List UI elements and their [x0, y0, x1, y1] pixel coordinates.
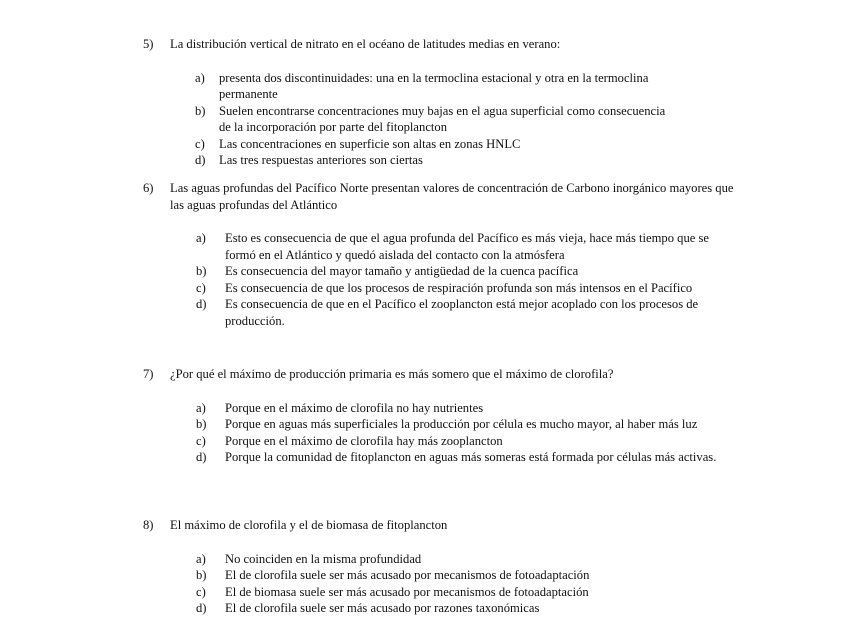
question-number: 6) [143, 181, 154, 195]
option-b [196, 416, 743, 433]
option-letter: c) [196, 433, 206, 448]
option-b [196, 567, 743, 584]
option-letter: a) [196, 400, 206, 415]
option-a [196, 400, 743, 417]
question-6 [143, 180, 743, 329]
option-c [195, 136, 743, 153]
option-text: Las concentraciones en superficie son altas en zonas HNLC [219, 136, 521, 151]
option-text: presenta dos discontinuidades: una en la termoclina estacional y otra en la termoclina permanente [219, 70, 649, 101]
option-letter: c) [195, 136, 205, 151]
option-letter: d) [196, 601, 207, 615]
option-b [196, 263, 743, 280]
option-letter: d) [196, 450, 207, 464]
option-a [195, 70, 743, 103]
question-text: El máximo de clorofila y el de biomasa de fitoplancton [170, 518, 448, 532]
question-text: La distribución vertical de nitrato en el océano de latitudes medias en verano: [170, 37, 561, 51]
option-text: Suelen encontrarse concentraciones muy bajas en el agua superficial como consecuencia de la incorporación por parte del fitoplancton [219, 103, 666, 134]
option-list [195, 70, 743, 169]
option-text: Porque en el máximo de clorofila hay más zooplancton [225, 433, 503, 448]
option-letter: b) [196, 417, 207, 431]
option-d [195, 152, 743, 169]
option-letter: a) [195, 70, 205, 85]
option-text: Las tres respuestas anteriores son ciertas [219, 153, 423, 167]
option-text: Es consecuencia del mayor tamaño y antigüedad de la cuenca pacífica [225, 264, 579, 278]
option-list [196, 400, 743, 466]
option-text: El de clorofila suele ser más acusado por razones taxonómicas [225, 601, 540, 615]
option-text: Es consecuencia de que en el Pacífico el zooplancton está mejor acoplado con los procesos de producción. [225, 297, 699, 328]
option-letter: d) [195, 153, 206, 167]
option-d [196, 449, 743, 466]
question-text: Las aguas profundas del Pacífico Norte presentan valores de concentración de Carbono inorgánico mayores que las aguas profundas del Atlántico [170, 181, 734, 212]
option-letter: b) [196, 568, 207, 582]
option-text: Es consecuencia de que los procesos de respiración profunda son más intensos en el Pacífico [225, 280, 693, 295]
question-stem [143, 517, 743, 534]
question-7 [143, 366, 743, 466]
option-letter: b) [196, 264, 207, 278]
question-8 [143, 517, 743, 617]
question-number: 5) [143, 37, 154, 51]
question-number: 8) [143, 518, 154, 532]
option-letter: d) [196, 297, 207, 311]
option-list [196, 230, 743, 329]
option-text: Porque en el máximo de clorofila no hay nutrientes [225, 400, 484, 415]
question-stem [143, 36, 743, 53]
option-text: Esto es consecuencia de que el agua profunda del Pacífico es más vieja, hace más tiempo que se formó en el Atlántico y quedó aislada del contacto con la atmósfera [225, 231, 709, 262]
option-text: Porque la comunidad de fitoplancton en aguas más someras está formada por células más activas. [225, 450, 717, 464]
option-c [196, 433, 743, 450]
question-stem [143, 366, 743, 383]
option-a [196, 230, 743, 263]
question-number: 7) [143, 367, 154, 381]
option-letter: c) [196, 280, 206, 295]
option-d [196, 296, 743, 329]
option-letter: b) [195, 103, 206, 118]
option-c [196, 280, 743, 297]
question-stem [143, 180, 743, 213]
option-text: No coinciden en la misma profundidad [225, 551, 422, 566]
option-text: Porque en aguas más superficiales la producción por célula es mucho mayor, al haber más luz [225, 417, 698, 431]
question-5 [143, 36, 743, 169]
option-c [196, 584, 743, 601]
question-text: ¿Por qué el máximo de producción primaria es más somero que el máximo de clorofila? [170, 367, 614, 381]
option-letter: a) [196, 551, 206, 566]
option-letter: c) [196, 584, 206, 599]
option-text: El de biomasa suele ser más acusado por mecanismos de fotoadaptación [225, 584, 589, 599]
option-letter: a) [196, 231, 206, 245]
option-b [195, 103, 743, 136]
option-text: El de clorofila suele ser más acusado por mecanismos de fotoadaptación [225, 568, 590, 582]
option-a [196, 551, 743, 568]
option-d [196, 600, 743, 617]
option-list [196, 551, 743, 617]
